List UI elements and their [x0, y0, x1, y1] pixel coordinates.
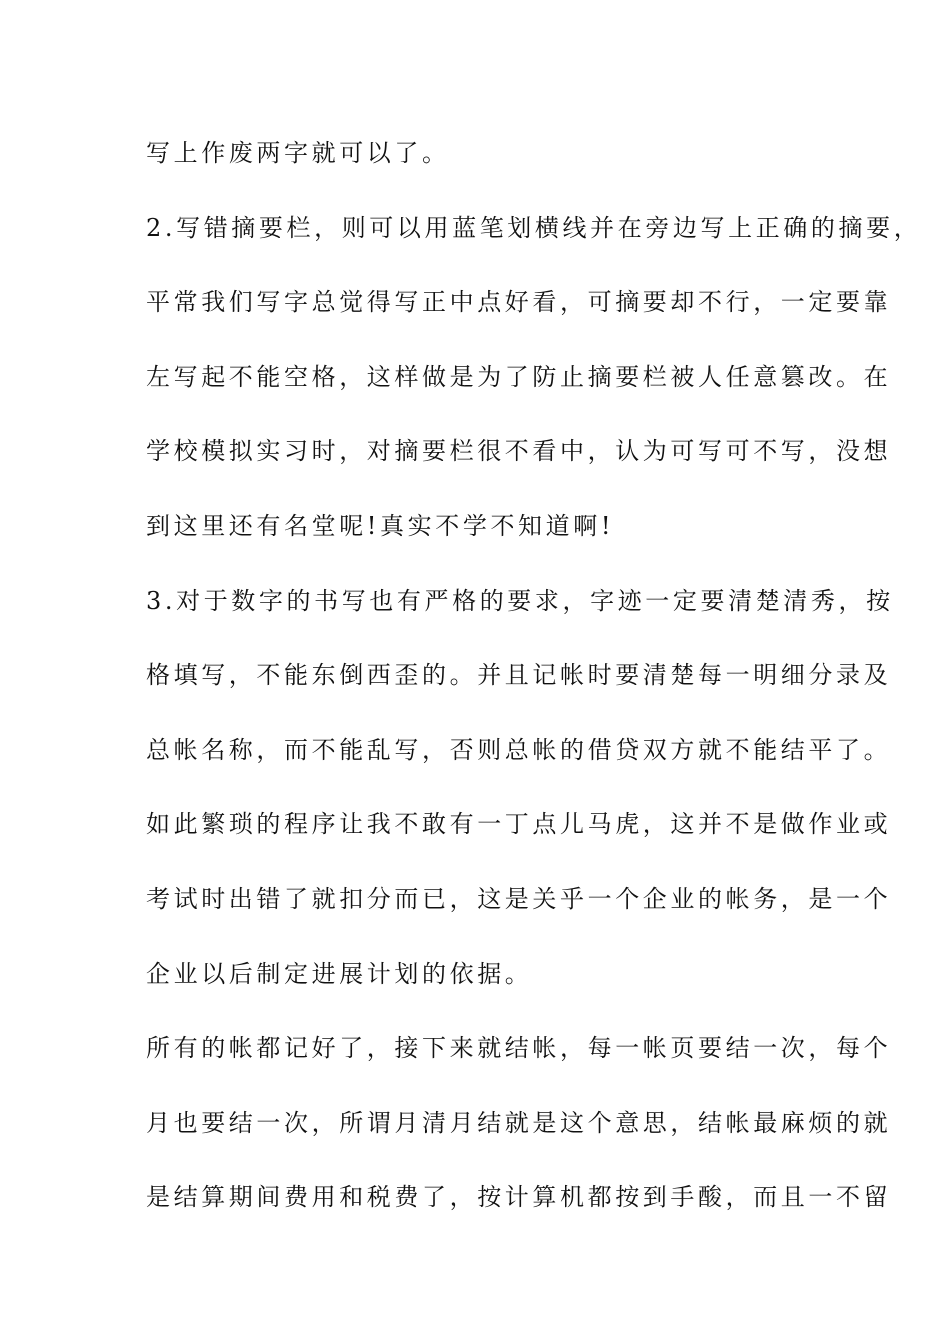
text-line: 格填写，不能东倒西歪的。并且记帐时要清楚每一明细分录及 — [146, 661, 892, 690]
body-text — [146, 133, 922, 1252]
text-line: 学校模拟实习时，对摘要栏很不看中，认为可写可不写，没想 — [146, 437, 892, 466]
text-line: 总帐名称，而不能乱写，否则总帐的借贷双方就不能结平了。 — [146, 735, 892, 764]
text-line: 月也要结一次，所谓月清月结就是这个意思，结帐最麻烦的就 — [146, 1108, 892, 1137]
text-line: 是结算期间费用和税费了，按计算机都按到手酸，而且一不留 — [146, 1183, 892, 1212]
text-line: 如此繁琐的程序让我不敢有一丁点儿马虎，这并不是做作业或 — [146, 810, 892, 839]
text-line: 写上作废两字就可以了。 — [146, 139, 450, 167]
text-line: 所有的帐都记好了，接下来就结帐，每一帐页要结一次，每个 — [146, 1034, 892, 1063]
text-line: 考试时出错了就扣分而已，这是关乎一个企业的帐务，是一个 — [146, 884, 892, 913]
text-line: 平常我们写字总觉得写正中点好看，可摘要却不行，一定要靠 — [146, 288, 892, 317]
text-line: 3.对于数字的书写也有严格的要求，字迹一定要清楚清秀，按 — [146, 586, 894, 615]
text-line: 2.写错摘要栏，则可以用蓝笔划横线并在旁边写上正确的摘要， — [146, 213, 922, 242]
text-line: 左写起不能空格，这样做是为了防止摘要栏被人任意篡改。在 — [146, 362, 892, 391]
text-line: 到这里还有名堂呢!真实不学不知道啊! — [146, 511, 615, 540]
text-line: 企业以后制定进展计划的依据。 — [146, 959, 533, 988]
